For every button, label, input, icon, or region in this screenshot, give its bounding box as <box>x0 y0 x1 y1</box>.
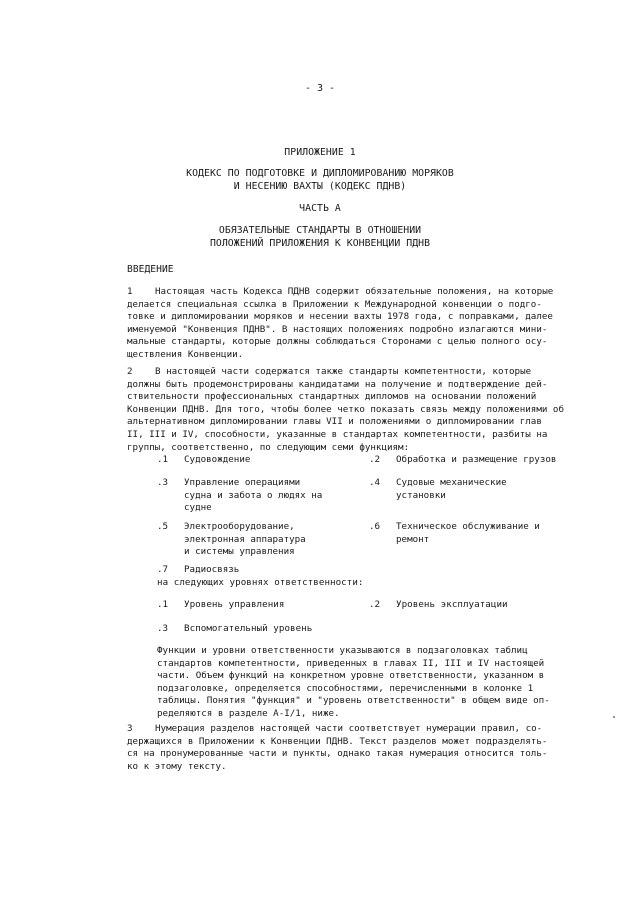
function-label: Радиосвязь <box>184 564 240 575</box>
functions-explanation-line: таблицы. Понятия "функция" и "уровень ответственности" в общем виде оп- <box>157 695 550 707</box>
para2-line: альтернативном дипломировании главы VII и положениями о дипломировании глав <box>127 416 542 428</box>
code-title-line-1: КОДЕКС ПО ПОДГОТОВКЕ И ДИПЛОМИРОВАНИЮ МОРЯКОВ <box>186 168 454 179</box>
part-subtitle-line-2: ПОЛОЖЕНИЙ ПРИЛОЖЕНИЯ К КОНВЕНЦИИ ПДНВ <box>209 238 431 249</box>
functions-explanation-line: части. Объем функций на конкретном уровне ответственности, указанном в <box>157 670 545 682</box>
function-number: .6 <box>369 521 381 532</box>
para3-line: ко к этому тексту. <box>127 760 227 772</box>
para2-line: ствительности профессиональных стандартных дипломов на основании положений <box>127 391 537 403</box>
para1-line: ществления Конвенции. <box>127 348 244 360</box>
function-number: .7 <box>157 564 169 575</box>
level-label: Вспомогательный уровень <box>184 623 313 634</box>
para1-line: мальные стандарты, которые должны соблюдаться Сторонами с целью полного осу- <box>127 336 548 348</box>
function-number: .4 <box>369 477 381 488</box>
function-number: .1 <box>157 454 169 465</box>
level-number: .2 <box>369 599 381 610</box>
para3-number: 3 <box>127 723 133 734</box>
para1-line: делается специальная ссылка в Приложении к Международной конвенции о подго- <box>127 298 542 310</box>
para3-line: ся на пронумерованные части и пункты, однако такая нумерация относится толь- <box>127 748 548 760</box>
para1-line: Настоящая часть Кодекса ПДНВ содержит обязательные положения, на которые <box>155 286 554 297</box>
para3-line: Нумерация разделов настоящей части соответствует нумерации правил, со- <box>155 723 543 734</box>
part-subtitle-line-1: ОБЯЗАТЕЛЬНЫЕ СТАНДАРТЫ В ОТНОШЕНИИ <box>218 225 422 236</box>
function-label: Электрооборудование, электронная аппаратура и системы управления <box>184 521 306 558</box>
section-heading: ВВЕДЕНИЕ <box>127 264 174 275</box>
functions-explanation-line: стандартов компетентности, приведенных в главах II, III и IV настоящей <box>157 657 545 669</box>
page-number: - 3 - <box>304 83 336 94</box>
annex-title: ПРИЛОЖЕНИЕ 1 <box>284 147 356 158</box>
function-number: .2 <box>369 454 381 465</box>
para2-line: II, III и IV, способности, указанные в стандартах компетентности, разбиты на <box>127 428 548 440</box>
para3-line: держащихся в Приложении к Конвенции ПДНВ. Текст разделов может подразделять- <box>127 735 548 747</box>
functions-explanation-line: подзаголовке, определяется способностями, перечисленными в колонке 1 <box>157 682 534 694</box>
para2-line: группы, соответственно, по следующим семи функциям: <box>127 441 410 453</box>
levels-intro: на следующих уровнях ответственности: <box>157 577 364 588</box>
para2-line: В настоящей части содержатся также стандарты компетентности, которые <box>155 366 532 377</box>
level-label: Уровень управления <box>184 599 285 610</box>
code-title-line-2: И НЕСЕНИЮ ВАХТЫ (КОДЕКС ПДНВ) <box>233 181 407 192</box>
function-number: .5 <box>157 521 169 532</box>
function-label: Техническое обслуживание и ремонт <box>396 521 540 545</box>
level-label: Уровень эксплуатации <box>396 599 508 610</box>
para3-text <box>127 723 547 773</box>
scan-speck <box>613 716 615 718</box>
function-label: Обработка и размещение грузов <box>396 454 557 465</box>
para1-line: именуемой "Конвенция ПДНВ". В настоящих положениях подробно излагаются мини- <box>127 323 548 335</box>
level-number: .3 <box>157 623 169 634</box>
function-label: Управление операциями судна и забота о людях на судне <box>184 477 323 514</box>
function-label: Судовождение <box>184 454 251 465</box>
level-number: .1 <box>157 599 169 610</box>
para2-number: 2 <box>127 366 133 377</box>
function-number: .3 <box>157 477 169 488</box>
functions-explanation-line: Функции и уровни ответственности указываются в подзаголовках таблиц <box>157 645 528 656</box>
part-title: ЧАСТЬ А <box>299 203 341 214</box>
para1-number: 1 <box>127 286 133 297</box>
functions-explanation <box>157 645 550 721</box>
function-label: Судовые механические установки <box>396 477 507 501</box>
para2-line: должны быть продемонстрированы кандидатами на получение и подтверждение дей- <box>127 378 548 390</box>
para1-line: товке и дипломировании моряков и несении вахты 1978 года, с поправками, далее <box>127 311 553 323</box>
para1-text <box>127 286 553 362</box>
functions-explanation-line: ределяются в разделе A-I/1, ниже. <box>157 707 340 719</box>
para2-line: Конвенции ПДНВ. Для того, чтобы более четко показать связь между положениями об <box>127 403 564 415</box>
para2-text <box>127 366 564 454</box>
